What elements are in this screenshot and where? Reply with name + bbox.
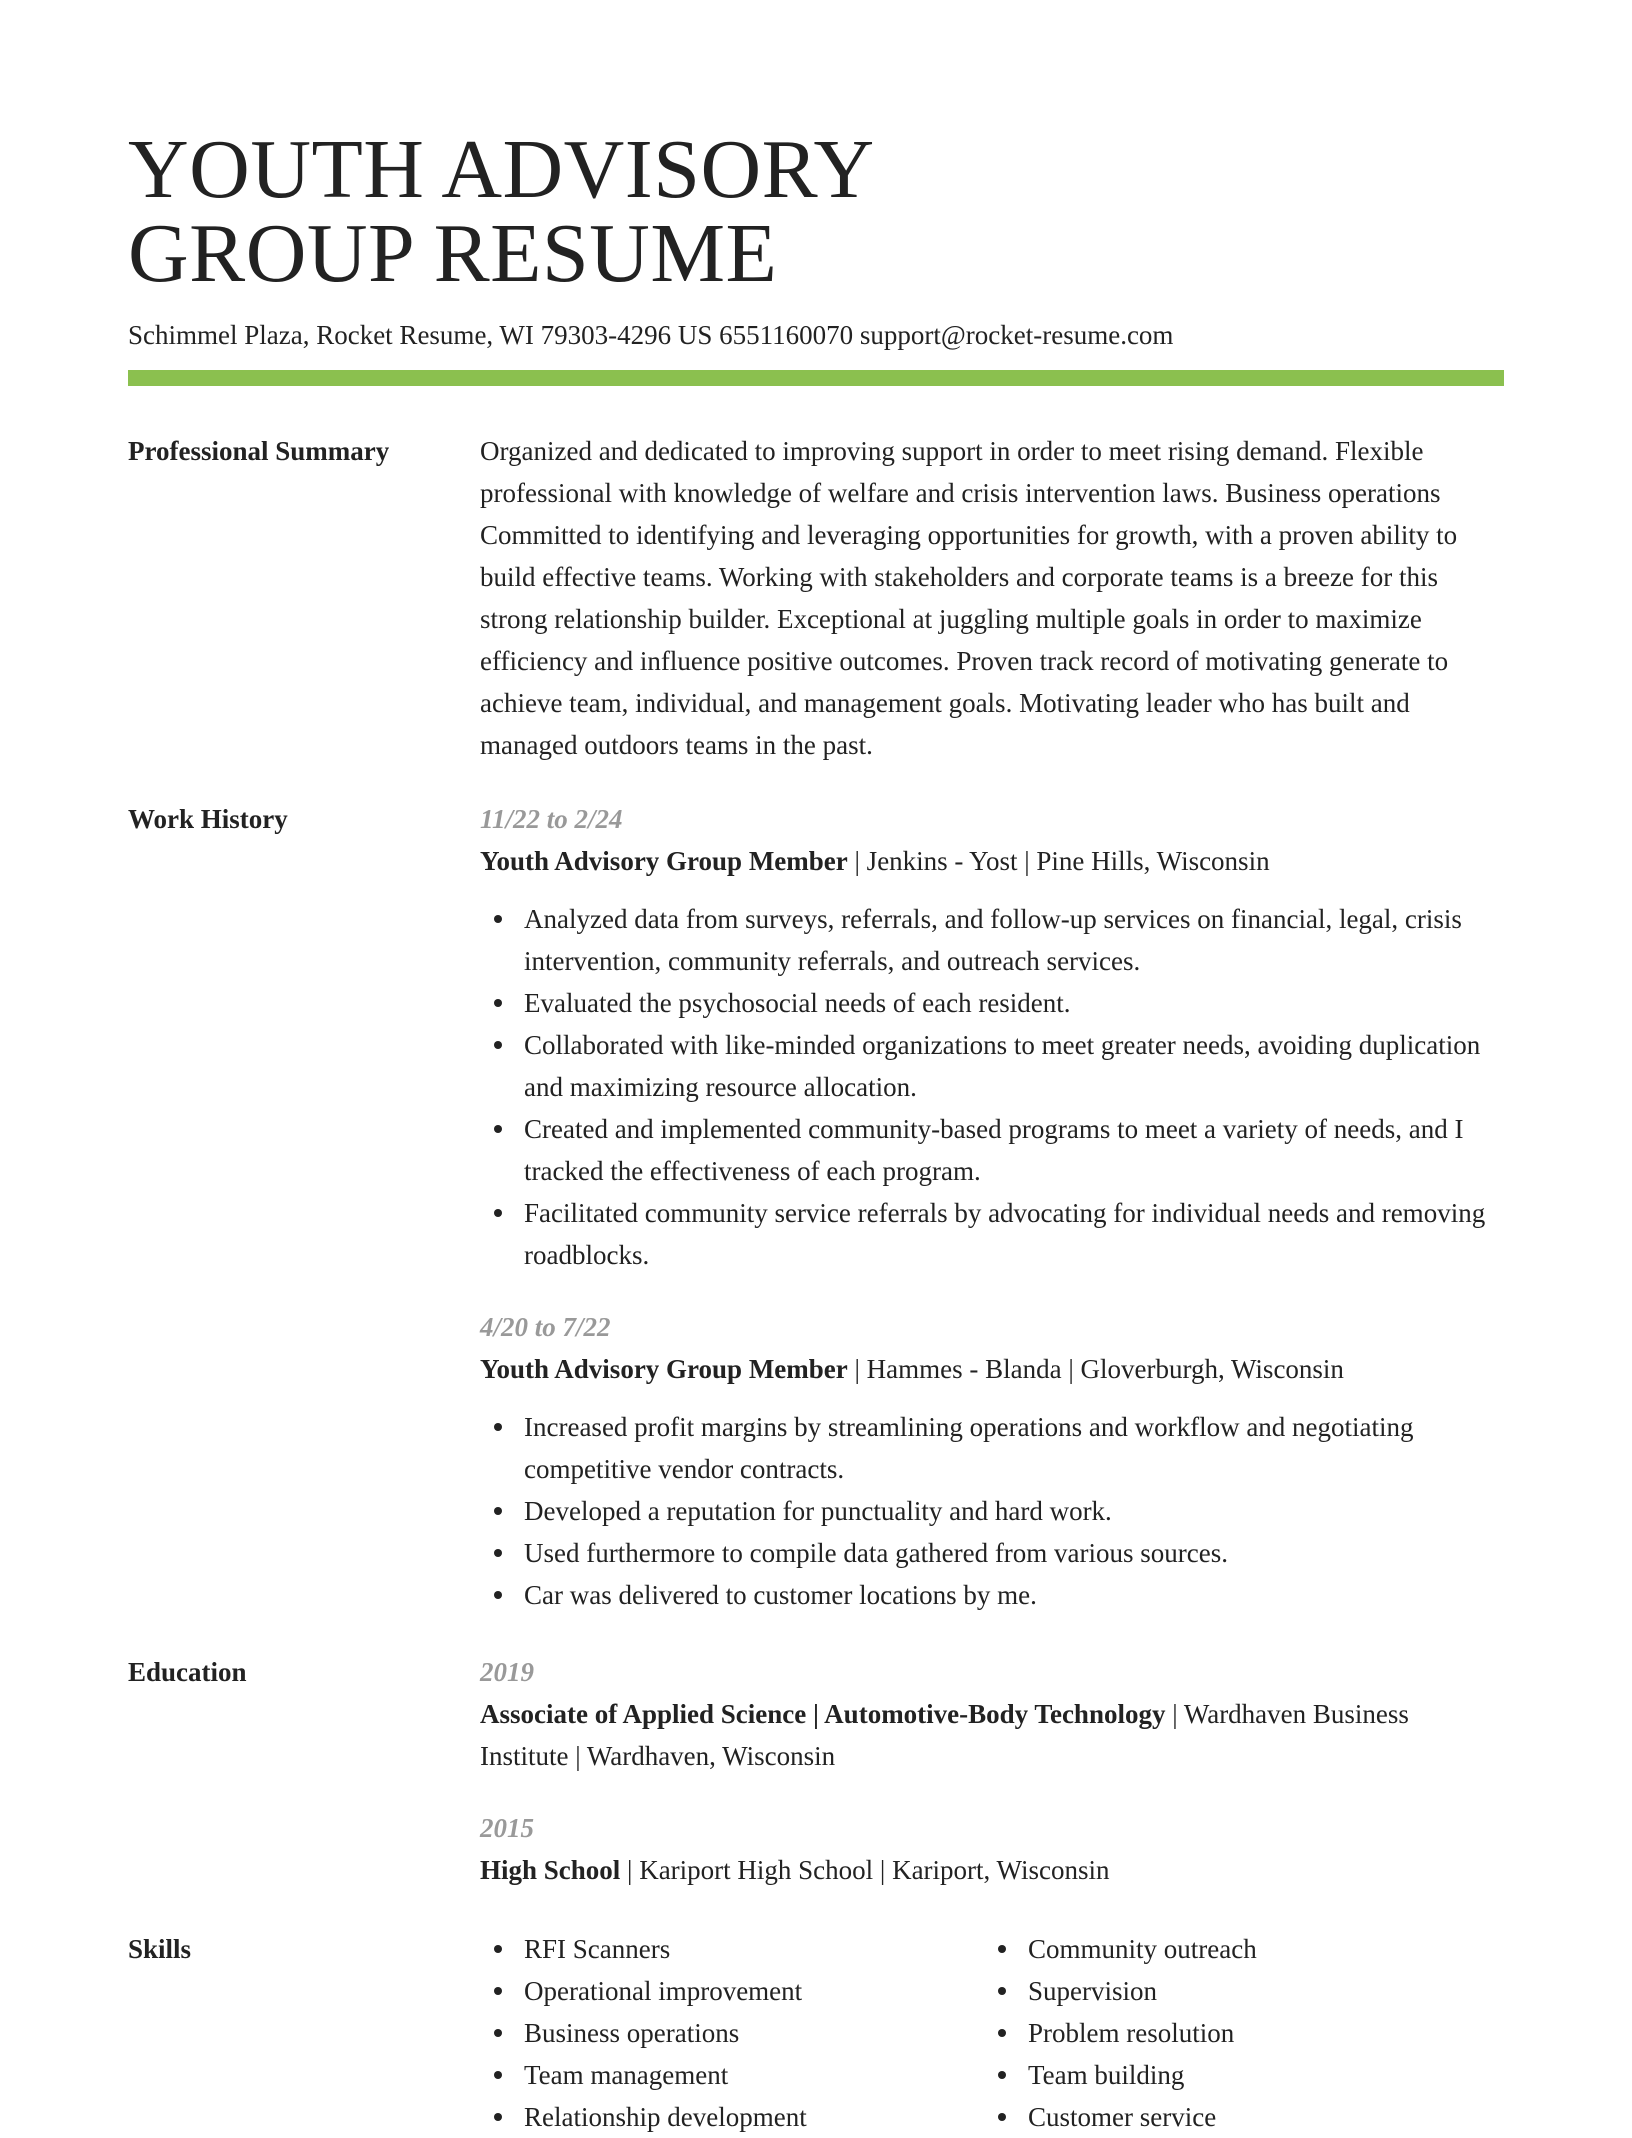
skills-list-left — [480, 1928, 984, 2138]
list-item: Facilitated community service referrals by advocating for individual needs and removing roadblocks. — [480, 1192, 1504, 1276]
education-degree: High School — [480, 1855, 621, 1885]
job-entry — [480, 1306, 1504, 1616]
job-entry — [480, 798, 1504, 1276]
summary-body — [480, 430, 1504, 766]
resume-title — [128, 123, 1504, 300]
list-item: Increased profit margins by streamlining operations and workflow and negotiating competitive vendor contracts. — [480, 1406, 1504, 1490]
list-item: Car was delivered to customer locations by me. — [480, 1574, 1504, 1616]
list-item: Collaborated with like-minded organizations to meet greater needs, avoiding duplication and maximizing resource allocation. — [480, 1024, 1504, 1108]
list-item: RFI Scanners — [480, 1928, 984, 1970]
list-item: Supervision — [984, 1970, 1488, 2012]
skills-heading: Skills — [128, 1934, 192, 1964]
list-item: Analyzed data from surveys, referrals, and follow-up services on financial, legal, crisis intervention, community referrals, and outreach services. — [480, 898, 1504, 982]
summary-text: Organized and dedicated to improving support in order to meet rising demand. Flexible professional with knowledge of welfare and crisis intervention laws. Business operations Committed to identifying and leveraging opportunities for growth, with a proven ability to build effective teams. Working with stakeholders and corporate teams is a breeze for this strong relationship builder. Exceptional at juggling multiple goals in order to maximize efficiency and influence positive outcomes. Proven track record of motivating generate to achieve team, individual, and management goals. Motivating leader who has built and managed outdoors teams in the past. — [480, 436, 1458, 760]
education-year: 2015 — [480, 1813, 534, 1843]
skills-columns — [480, 1928, 1504, 2138]
list-item: Relationship development — [480, 2096, 984, 2138]
education-details: | Kariport High School | Kariport, Wisconsin — [620, 1855, 1110, 1885]
skills-column-left — [480, 1928, 984, 2138]
job-dates: 4/20 to 7/22 — [480, 1312, 611, 1342]
job-details: | Hammes - Blanda | Gloverburgh, Wisconsin — [847, 1354, 1344, 1384]
job-bullets — [480, 1406, 1504, 1616]
work-history-heading: Work History — [128, 804, 288, 834]
title-line-1: YOUTH ADVISORY — [128, 123, 875, 216]
list-item: Team building — [984, 2054, 1488, 2096]
accent-divider — [128, 370, 1504, 386]
education-degree: Associate of Applied Science | Automotive-Body Technology — [480, 1699, 1166, 1729]
list-item: Developed a reputation for punctuality and hard work. — [480, 1490, 1504, 1532]
job-role: Youth Advisory Group Member — [480, 846, 848, 876]
job-bullets — [480, 898, 1504, 1276]
list-item: Created and implemented community-based programs to meet a variety of needs, and I tracked the effectiveness of each program. — [480, 1108, 1504, 1192]
skills-column-right — [984, 1928, 1488, 2138]
job-role: Youth Advisory Group Member — [480, 1354, 848, 1384]
education-heading: Education — [128, 1657, 247, 1687]
education-body — [480, 1651, 1504, 1891]
education-line — [480, 1693, 1504, 1777]
education-line — [480, 1849, 1504, 1891]
work-history-body — [480, 798, 1504, 1616]
list-item: Community outreach — [984, 1928, 1488, 1970]
list-item: Team management — [480, 2054, 984, 2096]
list-item: Operational improvement — [480, 1970, 984, 2012]
contact-line: Schimmel Plaza, Rocket Resume, WI 79303-4296 US 6551160070 support@rocket-resume.com — [128, 320, 1174, 350]
list-item: Problem resolution — [984, 2012, 1488, 2054]
education-entry — [480, 1651, 1504, 1777]
job-title-line — [480, 840, 1504, 882]
list-item: Business operations — [480, 2012, 984, 2054]
list-item: Used furthermore to compile data gathered from various sources. — [480, 1532, 1504, 1574]
job-details: | Jenkins - Yost | Pine Hills, Wisconsin — [847, 846, 1270, 876]
skills-body — [480, 1928, 1504, 2138]
title-line-2: GROUP RESUME — [128, 207, 778, 300]
summary-heading: Professional Summary — [128, 436, 390, 466]
education-entry — [480, 1807, 1504, 1891]
job-dates: 11/22 to 2/24 — [480, 804, 623, 834]
list-item: Evaluated the psychosocial needs of each resident. — [480, 982, 1504, 1024]
education-year: 2019 — [480, 1657, 534, 1687]
list-item: Customer service — [984, 2096, 1488, 2138]
skills-list-right — [984, 1928, 1488, 2138]
job-title-line — [480, 1348, 1504, 1390]
resume-header — [128, 123, 1504, 352]
education-details: | Wardhaven Business Institute | Wardhaven, Wisconsin — [480, 1699, 1409, 1771]
